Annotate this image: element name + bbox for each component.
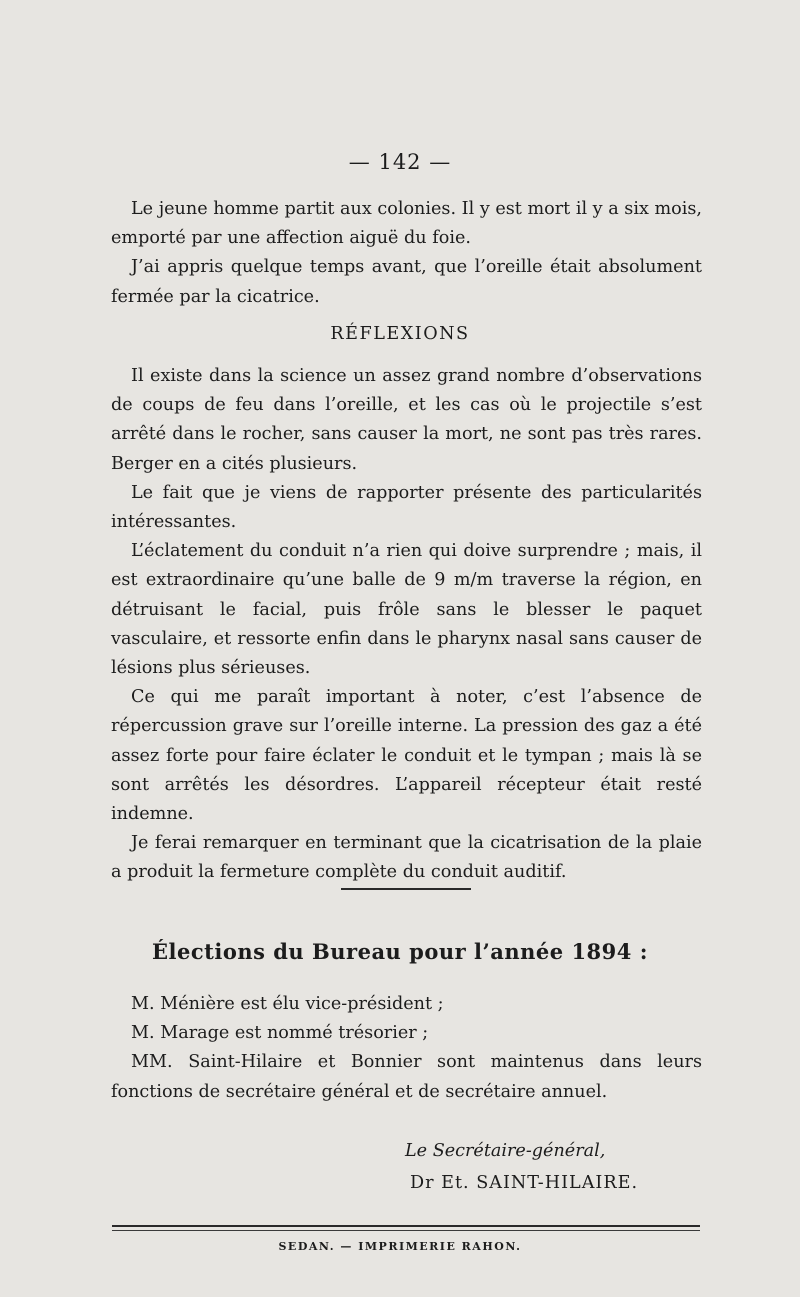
paragraph: Le fait que je viens de rapporter présente des particularités intéressantes. (111, 482, 702, 533)
page-number: — 142 — (348, 150, 452, 174)
paragraph: M. Marage est nommé trésorier ; (131, 1023, 429, 1044)
section-heading-reflexions: RÉFLEXIONS (330, 324, 470, 344)
reflexions-text (111, 362, 702, 888)
paragraph: Je ferai remarquer en terminant que la cicatrisation de la plaie a produit la fermeture complète du conduit auditif. (111, 833, 702, 883)
signature-name: Dr Et. SAINT-HILAIRE. (410, 1173, 639, 1193)
paragraph: MM. Saint-Hilaire et Bonnier sont maintenus dans leurs fonctions de secrétaire général et de secrétaire annuel. (111, 1052, 702, 1102)
paragraph: Ce qui me paraît important à noter, c’est l’absence de répercussion grave sur l’oreille interne. La pression des gaz a été assez forte pour faire éclater le conduit et le tympan ; mais là se sont arrêtés les désordres. L’appareil récepteur était resté indemne. (111, 687, 702, 825)
footer-rule (112, 1225, 700, 1227)
paragraph: Il existe dans la science un assez grand nombre d’observations de coups de feu dans l’oreille, et les cas où le projectile s’est arrêté dans le rocher, sans causer la mort, ne sont pas très rares. Berger en a cités plusieurs. (111, 366, 702, 474)
paragraph: Le jeune homme partit aux colonies. Il y est mort il y a six mois, emporté par une affection aiguë du foie. (111, 199, 702, 249)
section-heading-elections: Élections du Bureau pour l’année 1894 : (152, 939, 648, 964)
signature-title: Le Secrétaire-général, (405, 1141, 606, 1161)
paragraph: J’ai appris quelque temps avant, que l’oreille était absolument fermée par la cicatrice. (111, 257, 702, 307)
printer-imprint: SEDAN. — IMPRIMERIE RAHON. (278, 1240, 522, 1253)
footer-rule-thin (112, 1230, 700, 1231)
paragraph: M. Ménière est élu vice-président ; (131, 994, 444, 1014)
paragraph: L’éclatement du conduit n’a rien qui doive surprendre ; mais, il est extraordinaire qu’une balle de 9 m/m traverse la région, en détruisant le facial, puis frôle sans le blesser le paquet vasculaire, et ressorte enfin dans le pharynx nasal sans causer de lésions plus sérieuses. (111, 541, 702, 679)
intro-text (111, 195, 702, 312)
elections-text (111, 990, 702, 1107)
section-divider (341, 888, 471, 890)
